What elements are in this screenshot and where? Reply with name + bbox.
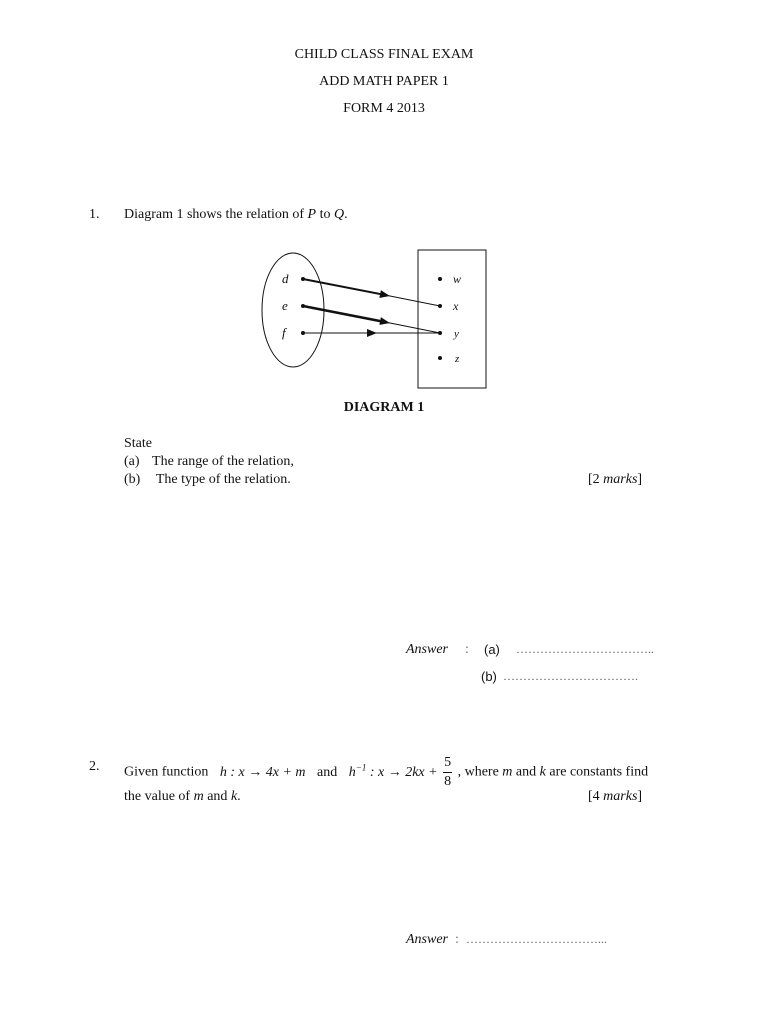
label-f: f xyxy=(282,325,286,340)
label-w: w xyxy=(453,272,462,286)
arrow-e-y-tail xyxy=(385,322,440,333)
label-z: z xyxy=(455,353,460,365)
q2-marks: [4 marks] xyxy=(588,789,643,804)
q1-marks-word: marks xyxy=(603,472,638,487)
q1-answer-label: Answer xyxy=(406,642,448,657)
arrow-d-x-tail xyxy=(385,295,440,306)
question-1-number: 1. xyxy=(89,207,100,222)
set-p-label: P xyxy=(307,207,317,222)
q2-line2-prefix: the value of xyxy=(124,789,191,804)
h-inverse-function xyxy=(348,762,438,780)
h-inverse-rest: : x → 2kx + xyxy=(366,764,438,780)
h-inverse-base: h xyxy=(348,764,356,780)
domain-ellipse xyxy=(262,253,324,367)
label-y: y xyxy=(454,328,459,340)
fraction-5-8 xyxy=(443,756,452,789)
q2-and-2: and xyxy=(515,764,537,780)
q2-period: . xyxy=(237,789,241,804)
q2-given: Given function xyxy=(124,764,209,780)
fraction-denominator: 8 xyxy=(444,773,452,789)
label-d: d xyxy=(282,271,289,286)
q2-answer-field[interactable]: ……………………………... xyxy=(466,932,607,946)
dot-z xyxy=(438,356,442,360)
q2-rest: are constants find xyxy=(549,764,649,780)
q1-answer-b-label: (b) xyxy=(481,669,497,684)
q2-answer-colon: : xyxy=(455,932,459,947)
dot-w xyxy=(438,277,442,281)
question-2-number: 2. xyxy=(89,759,100,774)
q1-marks: [2 marks] xyxy=(588,472,643,487)
codomain-box xyxy=(418,250,486,388)
q2-marks-num: 4 xyxy=(592,789,600,804)
q1-answer-a-field[interactable]: …………………………….. xyxy=(516,642,654,656)
part-a xyxy=(124,454,294,470)
q1-answer-a-label: (a) xyxy=(484,642,500,657)
q2-var-k: k xyxy=(539,764,546,780)
question-2-line-2 xyxy=(124,789,241,805)
q1-answer-b-field[interactable]: ……………………………. xyxy=(503,669,638,683)
set-q-label: Q xyxy=(333,207,345,222)
exam-title: CHILD CLASS FINAL EXAM xyxy=(294,47,474,62)
q1-period: . xyxy=(344,207,348,222)
part-b-label: (b) xyxy=(124,472,141,487)
h-function: h : x → 4x + m xyxy=(219,764,306,780)
q1-marks-num: 2 xyxy=(592,472,600,487)
q1-answer-colon: : xyxy=(465,642,469,657)
arrow-d-x-head xyxy=(303,279,385,295)
label-e: e xyxy=(282,298,288,313)
q2-var-k-2: k xyxy=(230,789,238,804)
diagram-caption: DIAGRAM 1 xyxy=(343,400,425,415)
state-label: State xyxy=(124,436,152,451)
q1-prompt-text: Diagram 1 shows the relation of xyxy=(124,207,305,222)
part-a-text: The range of the relation, xyxy=(152,454,294,469)
form-year: FORM 4 2013 xyxy=(343,101,425,116)
q2-var-m: m xyxy=(502,764,513,780)
q2-and-3: and xyxy=(207,789,228,804)
q2-var-m-2: m xyxy=(193,789,204,804)
part-b-text: The type of the relation. xyxy=(155,472,291,487)
part-b xyxy=(124,472,291,488)
label-x: x xyxy=(453,299,459,313)
fraction-numerator: 5 xyxy=(443,756,452,773)
part-a-label: (a) xyxy=(124,454,140,469)
paper-title: ADD MATH PAPER 1 xyxy=(319,74,449,89)
q2-and: and xyxy=(317,764,338,780)
arrow-e-y-head xyxy=(303,306,385,322)
h-inverse-sup: −1 xyxy=(355,762,367,772)
question-2-line-1 xyxy=(124,747,648,787)
q2-where: , where xyxy=(457,764,499,780)
q2-answer-label: Answer xyxy=(406,932,448,947)
q1-to-text: to xyxy=(319,207,331,222)
q2-marks-word: marks xyxy=(603,789,638,804)
